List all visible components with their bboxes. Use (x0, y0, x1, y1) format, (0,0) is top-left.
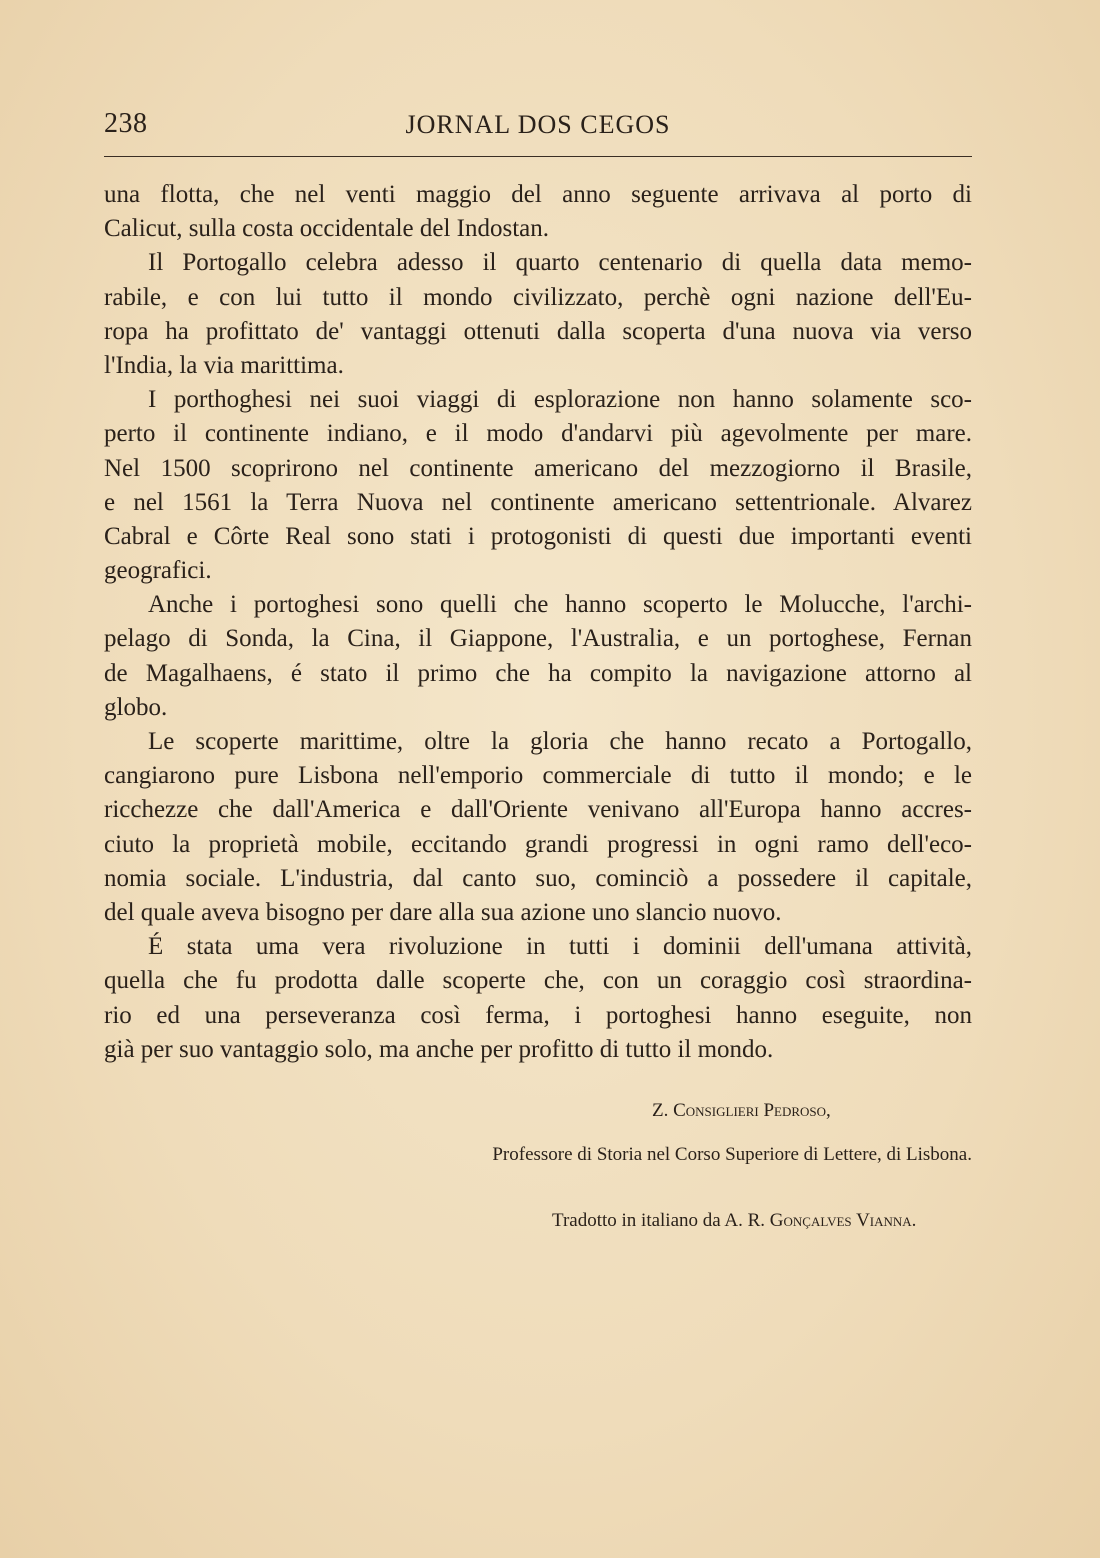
text-line: una flotta, che nel venti maggio del anno seguente arrivava al porto di (104, 181, 972, 208)
text-line: Il Portogallo celebra adesso il quarto centenario di quella data memo- (148, 249, 972, 277)
text-line: nomia sociale. L'industria, dal canto suo, cominciò a possedere il capitale, (104, 864, 972, 892)
author-role: Professore di Storia nel Corso Superiore di Lettere, di Lisbona. (492, 1144, 972, 1165)
translation-credit (552, 1210, 916, 1232)
running-title: JORNAL DOS CEGOS (405, 110, 671, 139)
text-line: cangiarono pure Lisbona nell'emporio commerciale di tutto il mondo; e le (104, 762, 972, 790)
text-line: perto il continente indiano, e il modo d'andarvi più agevolmente per mare. (104, 420, 972, 448)
text-line: del quale aveva bisogno per dare alla sua azione uno slancio nuovo. (104, 898, 782, 926)
text-line: de Magalhaens, é stato il primo che ha compito la navigazione attorno al (104, 659, 972, 687)
text-line: Cabral e Côrte Real sono stati i protogonisti di questi due importanti eventi (104, 522, 972, 550)
author-name: Z. Consiglieri Pedroso, (652, 1100, 831, 1121)
text-line: l'India, la via marittima. (104, 351, 344, 379)
text-line: geografici. (104, 557, 212, 585)
text-line: Calicut, sulla costa occidentale del Indostan. (104, 215, 549, 243)
text-line: rio ed una perseveranza così ferma, i portoghesi hanno eseguite, non (104, 1001, 972, 1029)
header-rule (104, 156, 972, 157)
text-line: e nel 1561 la Terra Nuova nel continente americano settentrionale. Alvarez (104, 488, 972, 516)
text-line: ricchezze che dall'America e dall'Oriente venivano all'Europa hanno accres- (104, 796, 972, 824)
text-line: già per suo vantaggio solo, ma anche per profitto di tutto il mondo. (104, 1035, 774, 1063)
page-number: 238 (104, 108, 148, 139)
translator-name: Gonçalves Vianna. (769, 1210, 917, 1231)
text-line: Le scoperte marittime, oltre la gloria che hanno recato a Portogallo, (148, 728, 972, 755)
page-header (104, 104, 972, 148)
text-line: rabile, e con lui tutto il mondo civilizzato, perchè ogni nazione dell'Eu- (104, 283, 972, 311)
translation-prefix: Tradotto in italiano da A. R. (552, 1210, 766, 1231)
text-line: ropa ha profittato de' vantaggi ottenuti dalla scoperta d'una nuova via verso (104, 317, 972, 345)
text-line: globo. (104, 693, 168, 721)
text-line: quella che fu prodotta dalle scoperte che, con un coraggio così straordina- (104, 967, 972, 995)
text-line: Anche i portoghesi sono quelli che hanno scoperto le Molucche, l'archi- (148, 591, 972, 619)
text-line: pelago di Sonda, la Cina, il Giappone, l'Australia, e un portoghese, Fernan (104, 625, 972, 653)
text-line: I porthoghesi nei suoi viaggi di esplorazione non hanno solamente sco- (148, 386, 972, 414)
text-line: Nel 1500 scoprirono nel continente americano del mezzogiorno il Brasile, (104, 454, 972, 482)
article-body (104, 178, 972, 1067)
text-line: É stata uma vera rivoluzione in tutti i dominii dell'umana attività, (148, 933, 972, 961)
text-line: ciuto la proprietà mobile, eccitando grandi progressi in ogni ramo dell'eco- (104, 830, 972, 858)
